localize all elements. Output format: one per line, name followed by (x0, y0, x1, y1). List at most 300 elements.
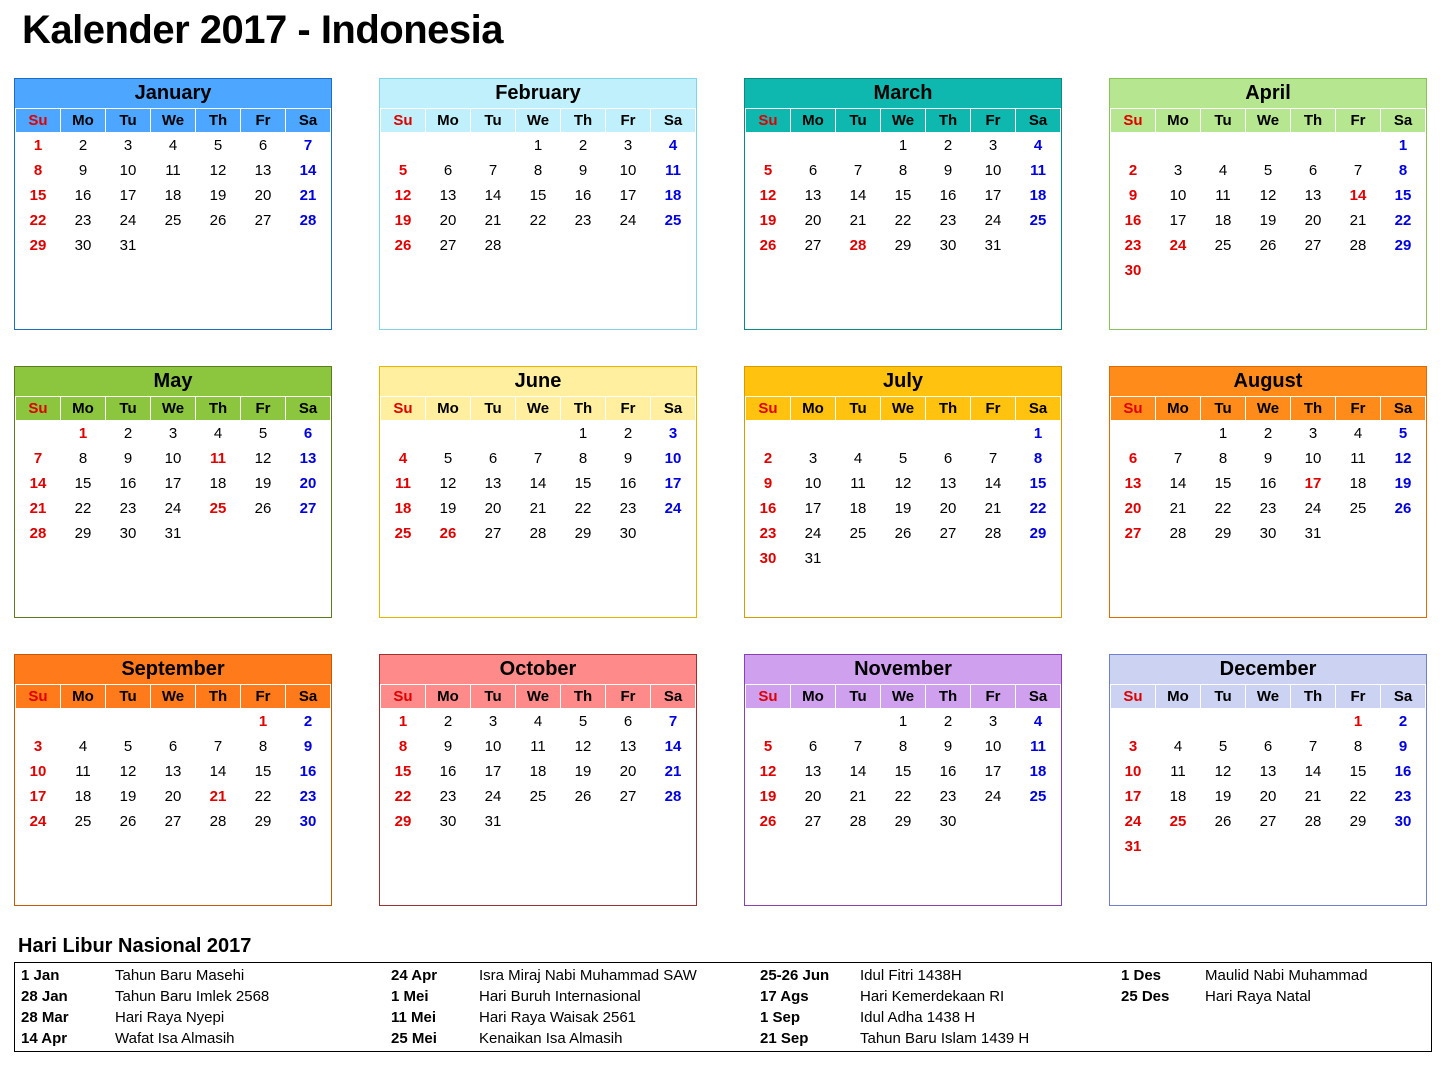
holiday-name: Hari Buruh Internasional (479, 988, 641, 1005)
empty-cell (426, 834, 471, 859)
month-name: August (1110, 367, 1426, 396)
empty-cell (1016, 233, 1061, 258)
day-cell: 10 (29, 763, 47, 780)
weekday-header-we: We (1246, 397, 1291, 421)
week-row (746, 759, 1061, 784)
day-cell: 13 (1124, 475, 1142, 492)
day-cell: 26 (209, 212, 227, 229)
day-cell: 9 (303, 738, 313, 755)
empty-cell (1246, 546, 1291, 571)
day-cell: 28 (529, 525, 547, 542)
weekday-header-tu: Tu (1201, 109, 1246, 133)
day-cell: 20 (1304, 212, 1322, 229)
empty-cell (836, 258, 881, 283)
day-cell: 29 (1214, 525, 1232, 542)
day-cell: 13 (164, 763, 182, 780)
holiday-date: 1 Jan (21, 967, 60, 984)
weekday-header-fr: Fr (606, 109, 651, 133)
day-cell: 27 (804, 813, 822, 830)
day-cell: 18 (1029, 763, 1047, 780)
month-card-december (1109, 654, 1427, 906)
empty-cell (471, 421, 516, 447)
day-cell: 3 (123, 137, 133, 154)
empty-cell (286, 521, 331, 546)
empty-cell (1201, 709, 1246, 735)
page-title: Kalender 2017 - Indonesia (22, 8, 504, 52)
day-cell: 21 (209, 788, 227, 805)
empty-cell (106, 546, 151, 571)
month-card-october (379, 654, 697, 906)
day-cell: 5 (258, 425, 268, 442)
day-cell: 17 (484, 763, 502, 780)
week-row (1111, 421, 1426, 447)
day-cell: 15 (29, 187, 47, 204)
day-cell: 29 (894, 237, 912, 254)
day-cell: 14 (29, 475, 47, 492)
empty-cell (516, 809, 561, 834)
empty-cell (791, 834, 836, 859)
day-cell: 23 (119, 500, 137, 517)
month-name: June (380, 367, 696, 396)
weekday-header-sa: Sa (1381, 397, 1426, 421)
empty-cell (1246, 258, 1291, 283)
day-cell: 18 (1214, 212, 1232, 229)
day-cell: 17 (1169, 212, 1187, 229)
day-cell: 12 (759, 187, 777, 204)
week-row (16, 421, 331, 447)
day-cell: 24 (164, 500, 182, 517)
day-cell: 25 (74, 813, 92, 830)
day-cell: 17 (984, 187, 1002, 204)
empty-cell (381, 133, 426, 159)
day-cell: 21 (529, 500, 547, 517)
week-row (16, 496, 331, 521)
weekday-header-we: We (151, 397, 196, 421)
day-cell: 9 (943, 162, 953, 179)
weekday-header-th: Th (1291, 109, 1336, 133)
week-row (381, 158, 696, 183)
weekday-header-mo: Mo (61, 109, 106, 133)
day-cell: 3 (33, 738, 43, 755)
holiday-name (1199, 1028, 1431, 1049)
day-cell: 18 (1349, 475, 1367, 492)
week-row (16, 521, 331, 546)
day-cell: 11 (1350, 450, 1366, 467)
day-cell: 1 (1218, 425, 1228, 442)
day-cell: 17 (619, 187, 637, 204)
week-row (16, 233, 331, 258)
day-cell: 8 (1353, 738, 1363, 755)
day-cell: 7 (1353, 162, 1363, 179)
weekday-header-tu: Tu (471, 397, 516, 421)
day-cell: 28 (984, 525, 1002, 542)
empty-cell (1246, 133, 1291, 159)
day-cell: 14 (1304, 763, 1322, 780)
day-cell: 4 (168, 137, 178, 154)
month-table (1110, 108, 1426, 283)
day-cell: 21 (1304, 788, 1322, 805)
month-table (15, 684, 331, 859)
holiday-date: 25 Mei (391, 1030, 437, 1047)
day-cell: 26 (119, 813, 137, 830)
holiday-name: Hari Raya Natal (1205, 988, 1311, 1005)
empty-cell (606, 233, 651, 258)
weekday-header-th: Th (561, 397, 606, 421)
month-card-may (14, 366, 332, 618)
day-cell: 23 (1259, 500, 1277, 517)
day-cell: 7 (33, 450, 43, 467)
holidays-box (14, 962, 1432, 1052)
day-cell: 12 (894, 475, 912, 492)
empty-cell (836, 421, 881, 447)
weekday-header-fr: Fr (241, 397, 286, 421)
day-cell: 15 (894, 763, 912, 780)
day-cell: 20 (164, 788, 182, 805)
week-row (16, 133, 331, 159)
day-cell: 23 (74, 212, 92, 229)
day-cell: 1 (33, 137, 43, 154)
empty-cell (381, 834, 426, 859)
day-cell: 14 (1169, 475, 1187, 492)
day-cell: 25 (1029, 212, 1047, 229)
empty-cell (1336, 133, 1381, 159)
empty-cell (881, 421, 926, 447)
day-cell: 22 (74, 500, 92, 517)
months-grid (14, 78, 1432, 942)
day-cell: 12 (759, 763, 777, 780)
empty-cell (196, 709, 241, 735)
day-cell: 16 (574, 187, 592, 204)
empty-cell (1156, 421, 1201, 447)
day-cell: 9 (443, 738, 453, 755)
empty-cell (1381, 546, 1426, 571)
day-cell: 9 (943, 738, 953, 755)
day-cell: 20 (804, 788, 822, 805)
day-cell: 8 (898, 738, 908, 755)
empty-cell (1291, 133, 1336, 159)
day-cell: 5 (763, 162, 773, 179)
day-cell: 2 (123, 425, 133, 442)
day-cell: 21 (849, 788, 867, 805)
month-card-august (1109, 366, 1427, 618)
day-cell: 27 (439, 237, 457, 254)
weekday-header-mo: Mo (791, 109, 836, 133)
day-cell: 6 (1128, 450, 1138, 467)
day-cell: 30 (74, 237, 92, 254)
empty-cell (516, 834, 561, 859)
day-cell: 19 (759, 212, 777, 229)
weekday-header-th: Th (561, 685, 606, 709)
holiday-name: Tahun Baru Imlek 2568 (115, 988, 270, 1005)
day-cell: 1 (898, 713, 908, 730)
day-cell: 13 (1304, 187, 1322, 204)
empty-cell (836, 133, 881, 159)
day-cell: 18 (1029, 187, 1047, 204)
day-cell: 2 (578, 137, 588, 154)
day-cell: 11 (210, 450, 226, 467)
day-cell: 7 (213, 738, 223, 755)
day-cell: 25 (209, 500, 227, 517)
weekday-header-fr: Fr (971, 109, 1016, 133)
empty-cell (471, 834, 516, 859)
week-row (16, 809, 331, 834)
holiday-date: 14 Apr (21, 1030, 68, 1047)
weekday-header-mo: Mo (791, 685, 836, 709)
day-cell: 28 (209, 813, 227, 830)
day-cell: 5 (123, 738, 133, 755)
holiday-date: 25-26 Jun (760, 967, 830, 984)
day-cell: 7 (488, 162, 498, 179)
empty-cell (16, 834, 61, 859)
week-row (1111, 471, 1426, 496)
empty-cell (241, 233, 286, 258)
day-cell: 20 (254, 187, 272, 204)
day-cell: 5 (578, 713, 588, 730)
day-cell: 26 (1214, 813, 1232, 830)
day-cell: 19 (119, 788, 137, 805)
day-cell: 16 (74, 187, 92, 204)
day-cell: 18 (664, 187, 682, 204)
day-cell: 22 (894, 212, 912, 229)
day-cell: 16 (939, 187, 957, 204)
empty-cell (1201, 546, 1246, 571)
holiday-name: Idul Fitri 1438H (860, 967, 962, 984)
day-cell: 12 (1214, 763, 1232, 780)
day-cell: 11 (850, 475, 866, 492)
day-cell: 1 (398, 713, 408, 730)
day-cell: 7 (533, 450, 543, 467)
day-cell: 7 (988, 450, 998, 467)
day-cell: 21 (484, 212, 502, 229)
month-table (745, 684, 1061, 859)
day-cell: 23 (759, 525, 777, 542)
week-row (381, 521, 696, 546)
empty-cell (1111, 546, 1156, 571)
empty-cell (516, 233, 561, 258)
day-cell: 15 (529, 187, 547, 204)
holiday-date: 11 Mei (391, 1009, 437, 1026)
empty-cell (1156, 546, 1201, 571)
empty-cell (426, 546, 471, 571)
weekday-header-tu: Tu (1201, 397, 1246, 421)
weekday-header-fr: Fr (1336, 685, 1381, 709)
day-cell: 21 (849, 212, 867, 229)
day-cell: 16 (1259, 475, 1277, 492)
holiday-row (15, 986, 1431, 1007)
day-cell: 1 (78, 425, 88, 442)
day-cell: 1 (898, 137, 908, 154)
empty-cell (196, 834, 241, 859)
day-cell: 2 (303, 713, 313, 730)
holiday-name: Isra Miraj Nabi Muhammad SAW (479, 967, 697, 984)
week-row (381, 759, 696, 784)
day-cell: 16 (939, 763, 957, 780)
empty-cell (1111, 421, 1156, 447)
empty-cell (926, 546, 971, 571)
day-cell: 8 (258, 738, 268, 755)
day-cell: 10 (119, 162, 137, 179)
week-row (16, 158, 331, 183)
week-row (381, 496, 696, 521)
weekday-header-th: Th (196, 397, 241, 421)
empty-cell (1291, 834, 1336, 859)
week-row (746, 546, 1061, 571)
day-cell: 21 (1349, 212, 1367, 229)
day-cell: 28 (849, 237, 867, 254)
holiday-date (1115, 1028, 1199, 1049)
day-cell: 2 (1398, 713, 1408, 730)
week-row (1111, 133, 1426, 159)
empty-cell (1246, 709, 1291, 735)
day-cell: 21 (984, 500, 1002, 517)
day-cell: 22 (529, 212, 547, 229)
week-row (1111, 834, 1426, 859)
week-row (746, 233, 1061, 258)
day-cell: 22 (1029, 500, 1047, 517)
week-row (746, 183, 1061, 208)
week-row (746, 446, 1061, 471)
weekday-header-sa: Sa (286, 109, 331, 133)
weekday-header-we: We (1246, 685, 1291, 709)
empty-cell (1246, 834, 1291, 859)
day-cell: 23 (299, 788, 317, 805)
day-cell: 25 (1169, 813, 1187, 830)
empty-cell (1201, 834, 1246, 859)
empty-cell (426, 258, 471, 283)
empty-cell (881, 834, 926, 859)
empty-cell (61, 834, 106, 859)
day-cell: 8 (898, 162, 908, 179)
holidays-table (15, 965, 1431, 1049)
day-cell: 12 (394, 187, 412, 204)
day-cell: 16 (619, 475, 637, 492)
weekday-header-mo: Mo (426, 685, 471, 709)
empty-cell (746, 258, 791, 283)
day-cell: 5 (443, 450, 453, 467)
week-row (381, 546, 696, 571)
empty-cell (561, 233, 606, 258)
day-cell: 1 (1398, 137, 1408, 154)
empty-cell (196, 258, 241, 283)
week-row (381, 709, 696, 735)
empty-cell (381, 421, 426, 447)
week-row (16, 183, 331, 208)
week-row (746, 496, 1061, 521)
empty-cell (1156, 258, 1201, 283)
week-row (1111, 233, 1426, 258)
day-cell: 13 (939, 475, 957, 492)
day-cell: 10 (664, 450, 682, 467)
day-cell: 5 (1263, 162, 1273, 179)
week-row (381, 446, 696, 471)
month-table (380, 396, 696, 571)
empty-cell (1156, 834, 1201, 859)
day-cell: 11 (165, 162, 181, 179)
day-cell: 14 (299, 162, 317, 179)
weekday-header-tu: Tu (836, 397, 881, 421)
week-row (746, 809, 1061, 834)
weekday-header-su: Su (16, 685, 61, 709)
week-row (746, 421, 1061, 447)
day-cell: 11 (395, 475, 411, 492)
day-cell: 24 (984, 212, 1002, 229)
day-cell: 25 (1029, 788, 1047, 805)
day-cell: 24 (664, 500, 682, 517)
empty-cell (16, 421, 61, 447)
empty-cell (381, 546, 426, 571)
day-cell: 15 (1394, 187, 1412, 204)
weekday-header-we: We (516, 397, 561, 421)
month-name: September (15, 655, 331, 684)
day-cell: 29 (1349, 813, 1367, 830)
day-cell: 27 (619, 788, 637, 805)
day-cell: 14 (849, 763, 867, 780)
weekday-header-we: We (516, 109, 561, 133)
weekday-header-mo: Mo (61, 397, 106, 421)
holiday-date: 25 Des (1121, 988, 1170, 1005)
day-cell: 18 (1169, 788, 1187, 805)
day-cell: 12 (1259, 187, 1277, 204)
empty-cell (651, 546, 696, 571)
weekday-header-tu: Tu (106, 109, 151, 133)
day-cell: 23 (574, 212, 592, 229)
holiday-name: Tahun Baru Islam 1439 H (860, 1030, 1030, 1047)
weekday-header-fr: Fr (241, 685, 286, 709)
day-cell: 1 (533, 137, 543, 154)
day-cell: 8 (33, 162, 43, 179)
weekday-header-th: Th (1291, 397, 1336, 421)
empty-cell (196, 521, 241, 546)
day-cell: 12 (119, 763, 137, 780)
weekday-header-fr: Fr (606, 685, 651, 709)
day-cell: 19 (1214, 788, 1232, 805)
day-cell: 25 (1214, 237, 1232, 254)
day-cell: 31 (119, 237, 137, 254)
empty-cell (561, 834, 606, 859)
day-cell: 24 (119, 212, 137, 229)
weekday-header-tu: Tu (106, 685, 151, 709)
day-cell: 1 (1353, 713, 1363, 730)
day-cell: 17 (29, 788, 47, 805)
weekday-header-th: Th (926, 685, 971, 709)
week-row (746, 709, 1061, 735)
empty-cell (516, 258, 561, 283)
day-cell: 19 (1259, 212, 1277, 229)
weekday-header-su: Su (381, 685, 426, 709)
day-cell: 9 (1128, 187, 1138, 204)
day-cell: 2 (1128, 162, 1138, 179)
day-cell: 19 (209, 187, 227, 204)
day-cell: 6 (258, 137, 268, 154)
day-cell: 14 (664, 738, 682, 755)
empty-cell (16, 709, 61, 735)
empty-cell (61, 709, 106, 735)
week-row (381, 208, 696, 233)
day-cell: 30 (759, 550, 777, 567)
day-cell: 28 (299, 212, 317, 229)
empty-cell (971, 834, 1016, 859)
day-cell: 4 (1218, 162, 1228, 179)
empty-cell (836, 546, 881, 571)
day-cell: 17 (804, 500, 822, 517)
month-card-june (379, 366, 697, 618)
empty-cell (1291, 709, 1336, 735)
weekday-header-su: Su (1111, 685, 1156, 709)
day-cell: 24 (1124, 813, 1142, 830)
empty-cell (1381, 834, 1426, 859)
empty-cell (516, 421, 561, 447)
empty-cell (286, 834, 331, 859)
